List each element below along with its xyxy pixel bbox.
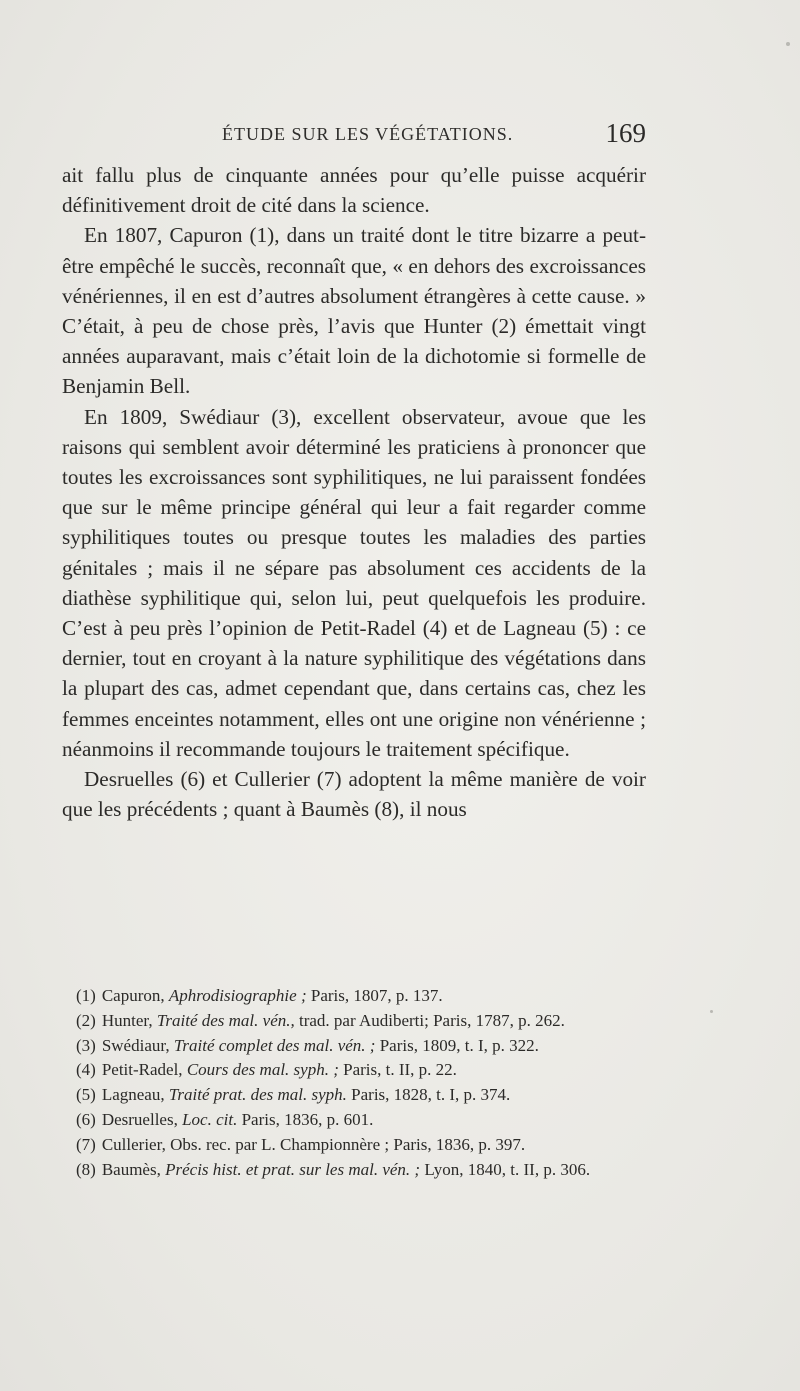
footnote-title: Traité des mal. vén.,	[156, 1010, 295, 1030]
footnote-author: Baumès,	[101, 1159, 161, 1179]
footnote-author: Cullerier, Obs. rec. par L. Championnère ;	[101, 1134, 390, 1154]
paper-speck	[786, 42, 790, 46]
footnote-rest: Paris, 1809, t. I, p. 322.	[379, 1035, 539, 1055]
paragraph: Desruelles (6) et Cullerier (7) adoptent la même manière de voir que les précédents ; quant à Baumès (8), il nous	[62, 767, 646, 822]
footnote-number: (2)	[76, 1010, 96, 1030]
footnote-author: Swédiaur,	[101, 1035, 170, 1055]
footnote-rest: Paris, 1828, t. I, p. 374.	[351, 1085, 511, 1105]
footnote	[62, 984, 646, 1009]
footnote	[62, 1108, 646, 1133]
footnote-number: (8)	[76, 1159, 96, 1179]
footnote-author: Desruelles,	[101, 1109, 178, 1129]
page-header	[62, 118, 652, 154]
footnote-title: Précis hist. et prat. sur les mal. vén. ;	[165, 1159, 421, 1179]
running-title: ÉTUDE SUR LES VÉGÉTATIONS.	[222, 124, 514, 144]
footnote-rest: Paris, 1807, p. 137.	[310, 986, 443, 1005]
footnote-rest: Paris, 1836, p. 397.	[393, 1134, 526, 1154]
footnote-title: Cours des mal. syph. ;	[186, 1060, 339, 1080]
footnote-title: Loc. cit.	[182, 1109, 238, 1129]
footnote-number: (4)	[76, 1060, 96, 1080]
footnote	[62, 1083, 646, 1108]
footnote	[62, 1058, 646, 1083]
footnote-rest: Paris, 1836, p. 601.	[241, 1109, 374, 1129]
footnote-author: Petit-Radel,	[101, 1060, 183, 1080]
footnote-author: Hunter,	[101, 1010, 153, 1030]
footnote-rest: Paris, t. II, p. 22.	[343, 1060, 457, 1080]
footnote-title: Traité prat. des mal. syph.	[168, 1085, 347, 1105]
paragraph: En 1807, Capuron (1), dans un traité dont le titre bizarre a peut-être empêché le succès, reconnaît que, « en dehors des excroissances vénériennes, il en est d’autres absolument étrangères à cette cause. » C’était, à peu de chose près, l’avis que Hunter (2) émettait vingt années auparavant, mais c’était loin de la dichotomie si formelle de Benjamin Bell.	[62, 223, 646, 399]
footnote-number: (3)	[76, 1035, 96, 1055]
footnote-rest: trad. par Audiberti; Paris, 1787, p. 262.	[299, 1010, 565, 1030]
body-text	[62, 160, 646, 824]
footnote	[62, 1034, 646, 1059]
footnote	[62, 1133, 646, 1158]
paragraph: En 1809, Swédiaur (3), excellent observateur, avoue que les raisons qui semblent avoir déterminé les praticiens à prononcer que toutes les excroissances sont syphilitiques, ne lui paraissent fondées que sur le même principe général qui leur a fait regarder comme syphilitiques toutes ou presque toutes les maladies des parties génitales ; mais il ne sépare pas absolument ces accidents de la diathèse syphilitique qui, selon lui, peut quelquefois les produire. C’est à peu près l’opinion de Petit-Radel (4) et de Lagneau (5) : ce dernier, tout en croyant à la nature syphilitique des végétations dans la plupart des cas, admet cependant que, dans certains cas, chez les femmes enceintes notamment, elles ont une origine non vénérienne ; néanmoins il recommande toujours le traitement spécifique.	[62, 404, 646, 761]
footnote-number: (7)	[76, 1134, 96, 1154]
footnotes	[62, 984, 646, 1182]
footnote	[62, 1009, 646, 1034]
footnote-title: Aphrodisiographie ;	[168, 986, 307, 1005]
footnote-number: (1)	[76, 986, 96, 1005]
footnote-title: Traité complet des mal. vén. ;	[173, 1035, 376, 1055]
footnote-number: (5)	[76, 1085, 96, 1105]
footnote	[62, 1158, 646, 1183]
footnote-number: (6)	[76, 1109, 96, 1129]
paragraph: ait fallu plus de cinquante années pour qu’elle puisse acquérir définitivement droit de cité dans la science.	[62, 163, 646, 218]
page-number: 169	[605, 118, 646, 148]
footnote-author: Capuron,	[101, 986, 165, 1005]
paper-speck	[710, 1010, 713, 1013]
footnote-author: Lagneau,	[101, 1085, 165, 1105]
footnote-rest: Lyon, 1840, t. II, p. 306.	[424, 1159, 591, 1179]
